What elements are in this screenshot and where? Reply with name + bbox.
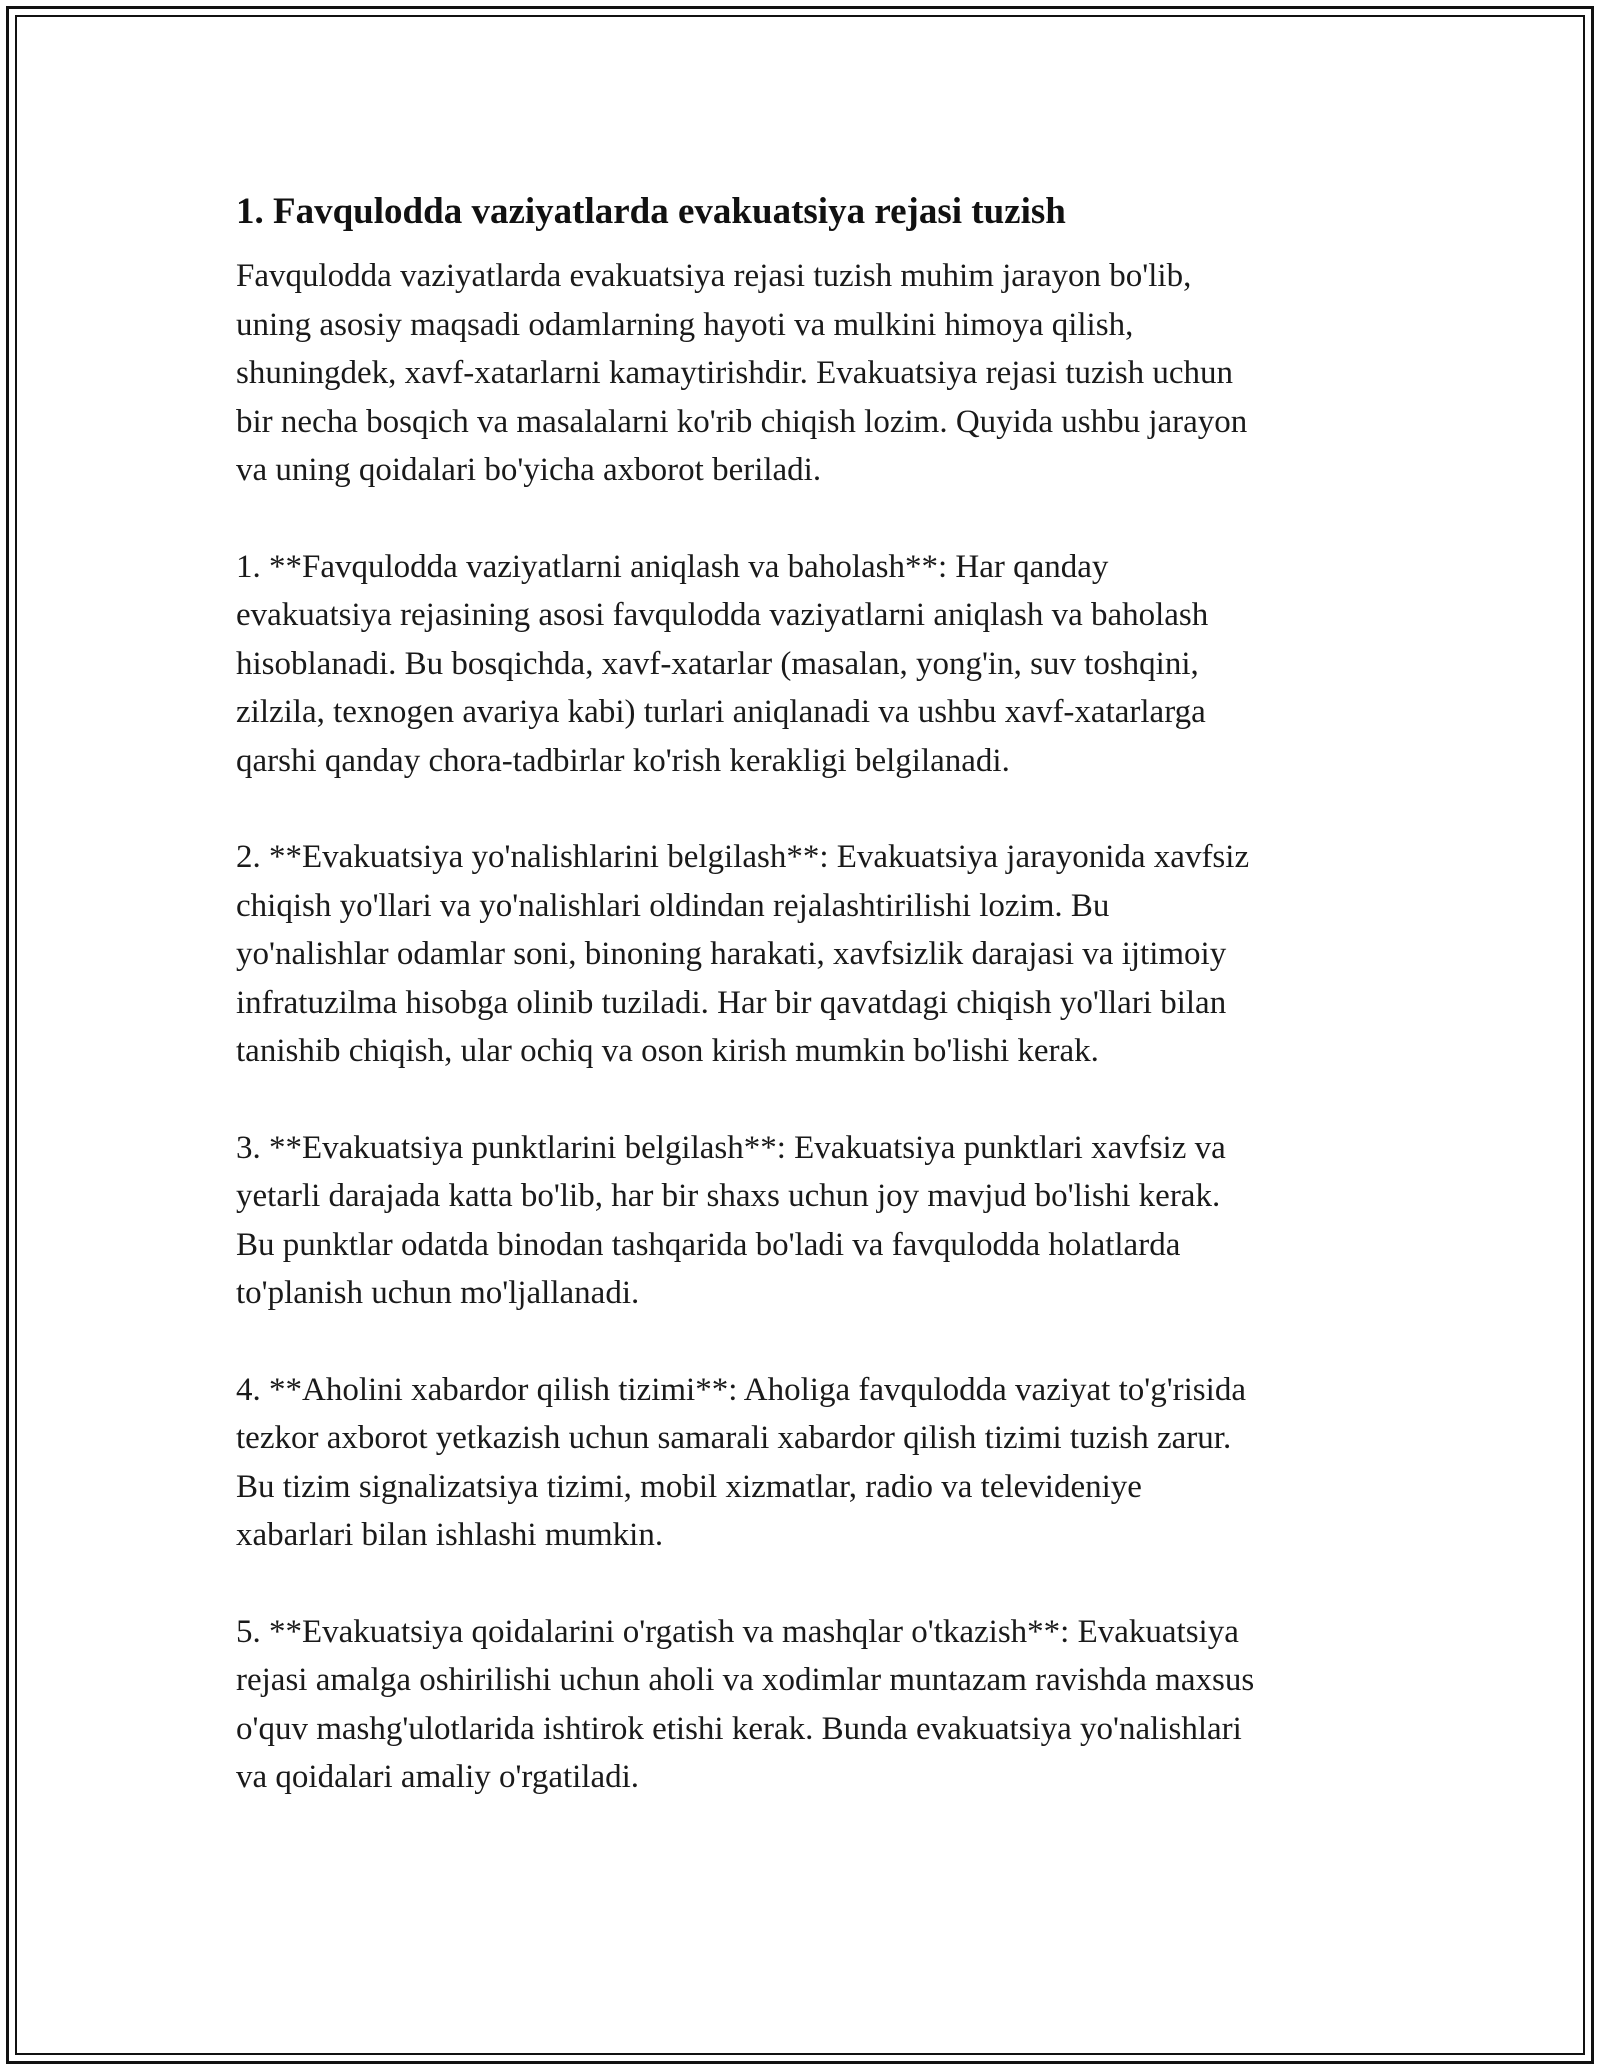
document-body [236,186,1376,1802]
list-item-5: 5. **Evakuatsiya qoidalarini o'rgatish va mashqlar o'tkazish**: Evakuatsiya rejasi amalga oshirilishi uchun aholi va xodimlar muntazam ravishda maxsus o'quv mashg'ulotlarida ishtirok etishi kerak. Bunda evakuatsiya yo'nalishlari va qoidalari amaliy o'rgatiladi. [236,1613,1255,1795]
intro-paragraph: Favqulodda vaziyatlarda evakuatsiya rejasi tuzish muhim jarayon bo'lib, uning asosiy maqsadi odamlarning hayoti va mulkini himoya qilish, shuningdek, xavf-xatarlarni kamaytirishdir. Evakuatsiya rejasi tuzish uchun bir necha bosqich va masalalarni ko'rib chiqish lozim. Quyida ushbu jarayon va uning qoidalari bo'yicha axborot beriladi. [236,258,1248,488]
list-item-3: 3. **Evakuatsiya punktlarini belgilash**: Evakuatsiya punktlari xavfsiz va yetarli darajada katta bo'lib, har bir shaxs uchun joy mavjud bo'lishi kerak. Bu punktlar odatda binodan tashqarida bo'ladi va favqulodda holatlarda to'planish uchun mo'ljallanadi. [236,1129,1226,1311]
list-item-4: 4. **Aholini xabardor qilish tizimi**: Aholiga favqulodda vaziyat to'g'risida tezkor axborot yetkazish uchun samarali xabardor qilish tizimi tuzish zarur. Bu tizim signalizatsiya tizimi, mobil xizmatlar, radio va televideniye xabarlari bilan ishlashi mumkin. [236,1371,1246,1553]
list-item-1: 1. **Favqulodda vaziyatlarni aniqlash va baholash**: Har qanday evakuatsiya rejasining asosi favqulodda vaziyatlarni aniqlash va baholash hisoblanadi. Bu bosqichda, xavf-xatarlar (masalan, yong'in, suv toshqini, zilzila, texnogen avariya kabi) turlari aniqlanadi va ushbu xavf-xatarlarga qarshi qanday chora-tadbirlar ko'rish kerakligi belgilanadi. [236,548,1209,779]
list-item-2: 2. **Evakuatsiya yo'nalishlarini belgilash**: Evakuatsiya jarayonida xavfsiz chiqish yo'llari va yo'nalishlari oldindan rejalashtirilishi lozim. Bu yo'nalishlar odamlar soni, binoning harakati, xavfsizlik darajasi va ijtimoiy infratuzilma hisobga olinib tuziladi. Har bir qavatdagi chiqish yo'llari bilan tanishib chiqish, ular ochiq va oson kirish mumkin bo'lishi kerak. [236,839,1250,1069]
document-title: 1. Favqulodda vaziyatlarda evakuatsiya rejasi tuzish [236,191,1066,232]
